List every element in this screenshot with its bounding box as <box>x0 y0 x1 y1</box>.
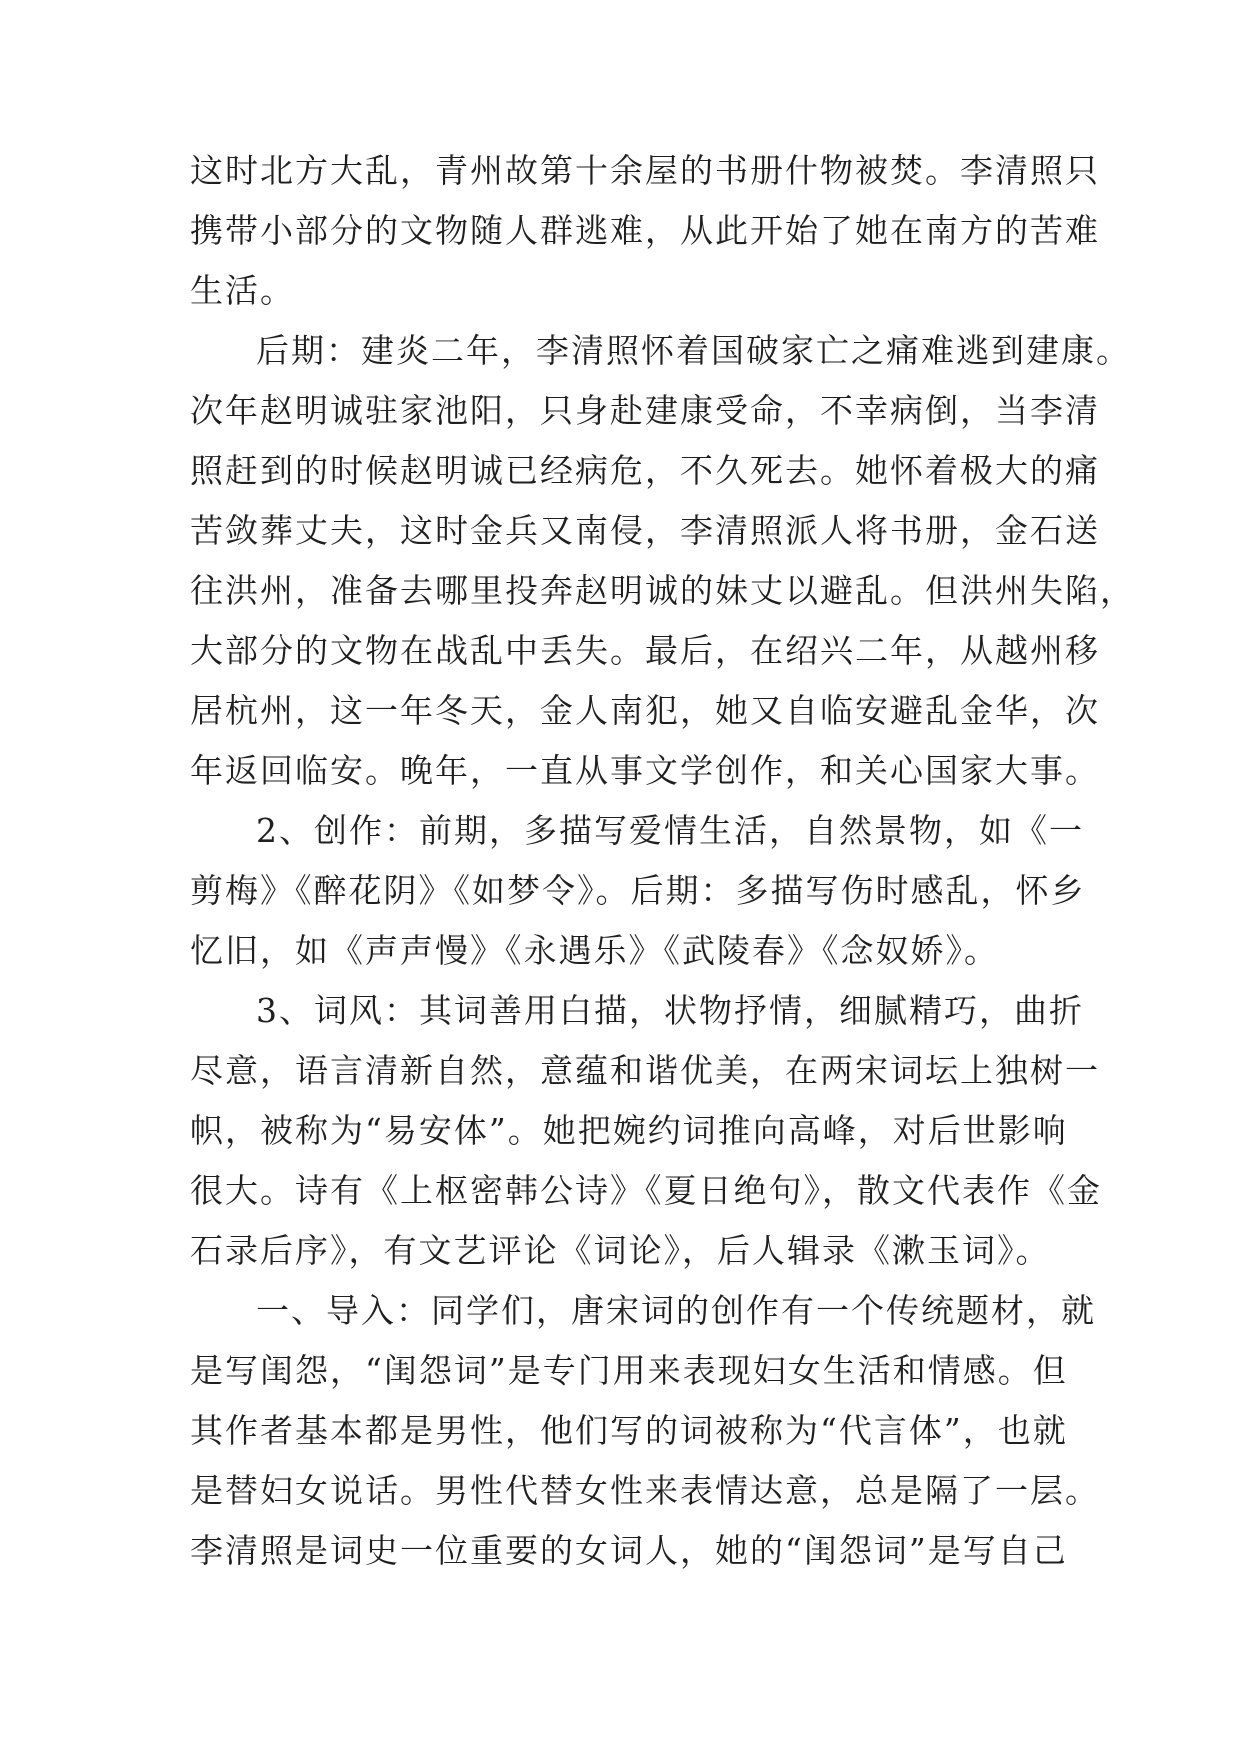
text-line: 次年赵明诚驻家池阳，只身赴建康受命，不幸病倒，当李清 <box>190 391 1100 430</box>
text-line: 大部分的文物在战乱中丢失。最后，在绍兴二年，从越州移 <box>190 631 1100 670</box>
text-line: 是写闺怨，“闺怨词”是专门用来表现妇女生活和情感。但 <box>190 1351 1068 1390</box>
text-line: 其作者基本都是男性，他们写的词被称为“代言体”，也就 <box>190 1411 1068 1450</box>
text-line: 年返回临安。晚年，一直从事文学创作，和关心国家大事。 <box>190 751 1100 790</box>
text-line: 后期：建炎二年，李清照怀着国破家亡之痛难逃到建康。 <box>256 331 1131 370</box>
text-line: 尽意，语言清新自然，意蕴和谐优美，在两宋词坛上独树一 <box>190 1051 1100 1090</box>
text-line: 一、导入：同学们，唐宋词的创作有一个传统题材，就 <box>256 1291 1096 1330</box>
text-line: 是替妇女说话。男性代替女性来表情达意，总是隔了一层。 <box>190 1471 1100 1510</box>
text-line: 生活。 <box>190 271 295 310</box>
text-line: 2、创作：前期，多描写爱情生活，自然景物，如《一 <box>256 811 1084 850</box>
text-line: 照赶到的时候赵明诚已经病危，不久死去。她怀着极大的痛 <box>190 451 1100 490</box>
text-line: 李清照是词史一位重要的女词人，她的“闺怨词”是写自己 <box>190 1531 1068 1570</box>
text-line: 忆旧，如《声声慢》《永遇乐》《武陵春》《念奴娇》。 <box>190 931 999 970</box>
text-line: 帜，被称为“易安体”。她把婉约词推向高峰，对后世影响 <box>190 1111 1068 1150</box>
text-line: 剪梅》《醉花阴》《如梦令》。后期：多描写伤时感乱，怀乡 <box>190 871 1086 910</box>
text-line: 苦敛葬丈夫，这时金兵又南侵，李清照派人将书册，金石送 <box>190 511 1100 550</box>
text-line: 居杭州，这一年冬天，金人南犯，她又自临安避乱金华，次 <box>190 691 1100 730</box>
text-line: 这时北方大乱，青州故第十余屋的书册什物被焚。李清照只 <box>190 151 1100 190</box>
text-line: 往洪州，准备去哪里投奔赵明诚的妹丈以避乱。但洪州失陷， <box>190 571 1135 610</box>
text-line: 3、词风：其词善用白描，状物抒情，细腻精巧，曲折 <box>256 991 1084 1030</box>
text-line: 携带小部分的文物随人群逃难，从此开始了她在南方的苦难 <box>190 211 1100 250</box>
text-line: 石录后序》，有文艺评论《词论》，后人辑录《漱玉词》。 <box>190 1231 1051 1270</box>
text-line: 很大。诗有《上枢密韩公诗》《夏日绝句》，散文代表作《金 <box>190 1171 1102 1210</box>
